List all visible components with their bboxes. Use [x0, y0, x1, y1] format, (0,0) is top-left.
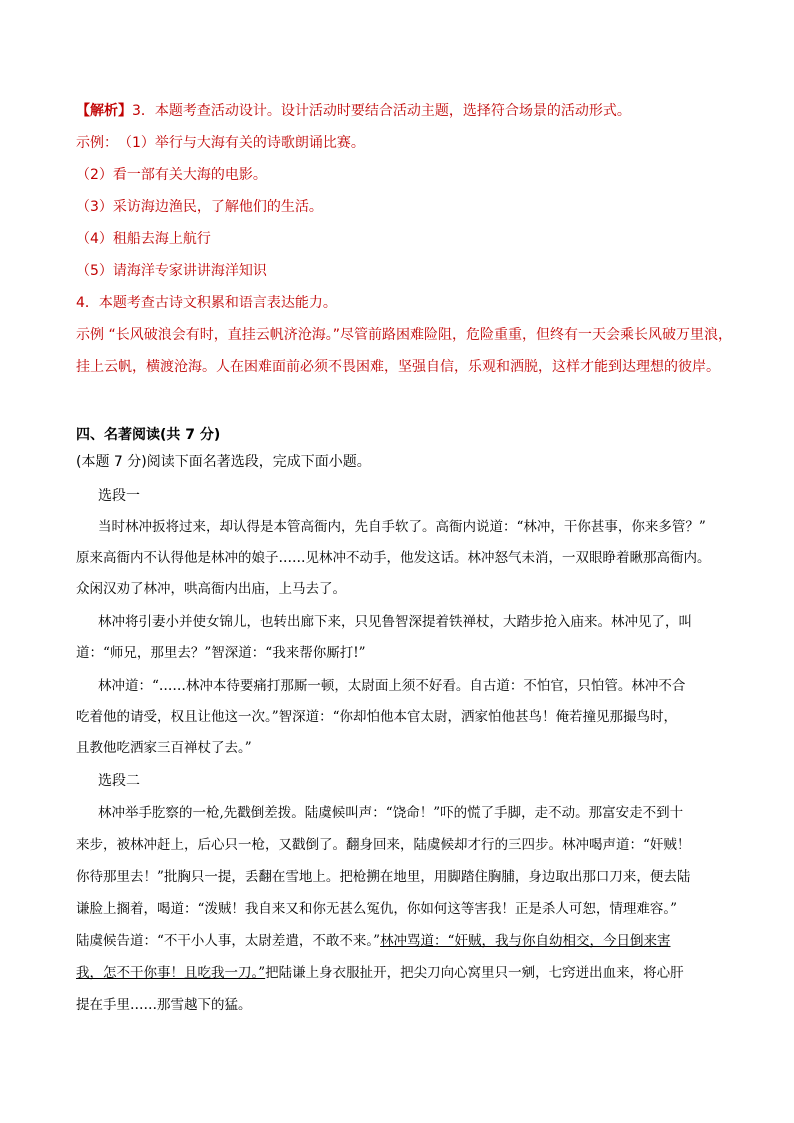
analysis-label: 【解析】	[76, 103, 132, 119]
analysis-item-1: （1）举行与大海有关的诗歌朗诵比赛。	[118, 135, 365, 151]
section-heading: 四、名著阅读(共 7 分)	[76, 427, 221, 443]
analysis-q4-example-line1: 示例 “长风破浪会有时，直挂云帆济沧海。”尽管前路困难险阻，危险重重，但终有一天会乘长风破万里浪，	[76, 327, 732, 343]
analysis-example-prefix: 示例：	[76, 135, 118, 151]
excerpt2-line-6b: 把陆谦上身衣服扯开，把尖刀向心窝里只一剜，七窍迸出血来，将心肝	[265, 965, 684, 981]
excerpt1-line-7: 吃着他的请受，权且让他这一次。”智深道：“你却怕他本官太尉，洒家怕他甚鸟！俺若撞见那撮鸟时，	[76, 709, 678, 725]
excerpt1-line-2: 原来高衙内不认得他是林冲的娘子……见林冲不动手，他发这话。林冲怒气未消，一双眼睁着瞅那高衙内。	[76, 550, 711, 566]
excerpt2-line-7: 提在手里……那雪越下的猛。	[76, 997, 252, 1013]
analysis-q4-intro: 4．本题考查古诗文积累和语言表达能力。	[76, 295, 337, 311]
analysis-item-5: （5）请海洋专家讲讲海洋知识	[76, 263, 267, 279]
section-instruction: (本题 7 分)阅读下面名著选段，完成下面小题。	[76, 454, 371, 470]
excerpt2-line-1: 林冲举手肐察的一枪,先戳倒差拨。陆虞候叫声：“饶命！”吓的慌了手脚，走不动。那富安走不到十	[98, 805, 684, 821]
analysis-item-3: （3）采访海边渔民，了解他们的生活。	[76, 199, 323, 215]
excerpt1-line-3: 众闲汉劝了林冲，哄高衙内出庙，上马去了。	[76, 581, 346, 597]
excerpt1-line-8: 且教他吃洒家三百禅杖了去。”	[76, 740, 252, 756]
excerpt1-line-5: 道：“师兄，那里去？”智深道：“我来帮你厮打!”	[76, 645, 366, 661]
analysis-item-2: （2）看一部有关大海的电影。	[76, 167, 267, 183]
excerpt1-line-6: 林冲道：“……林冲本待要痛打那厮一顿，太尉面上须不好看。自古道：不怕官，只怕管。林冲不合	[98, 678, 686, 694]
excerpt2-line-5	[76, 931, 670, 951]
excerpt1-title: 选段一	[98, 488, 140, 504]
excerpt1-line-1: 当时林冲扳将过来，却认得是本管高衙内，先自手软了。高衙内说道：“林冲，干你甚事，你来多管？”	[98, 519, 706, 535]
analysis-q3-intro: 3．本题考查活动设计。设计活动时要结合活动主题，选择符合场景的活动形式。	[132, 103, 631, 119]
excerpt1-line-4: 林冲将引妻小并使女锦儿，也转出廊下来，只见鲁智深提着铁禅杖，大踏步抢入庙来。林冲见了，叫	[98, 614, 692, 630]
excerpt2-line-4: 谦脸上搁着，喝道：“泼贼！我自来又和你无甚么冤仇，你如何这等害我！正是杀人可恕，情理难容。”	[76, 901, 678, 917]
excerpt2-line-6	[76, 963, 684, 983]
excerpt2-title: 选段二	[98, 773, 140, 789]
analysis-q3-line	[76, 101, 631, 121]
excerpt2-line-2: 来步，被林冲赶上，后心只一枪，又戳倒了。翻身回来，陆虞候却才行的三四步。林冲喝声道：“奸贼！	[76, 837, 691, 853]
analysis-item-4: （4）租船去海上航行	[76, 231, 211, 247]
analysis-q4-example-line2: 挂上云帆，横渡沧海。人在困难面前必须不畏困难，坚强自信，乐观和洒脱，这样才能到达理想的彼岸。	[76, 359, 720, 375]
excerpt2-line-3: 你待那里去！”批胸只一提，丢翻在雪地上。把枪搠在地里，用脚踏住胸脯，身边取出那口刀来，便去陆	[76, 869, 691, 885]
excerpt2-underlined-a: 林冲骂道：“奸贼，我与你自幼相交，今日倒来害	[380, 933, 671, 949]
excerpt2-underlined-b: 我，怎不干你事！且吃我一刀。”	[76, 965, 266, 981]
excerpt2-line-5a: 陆虞候告道：“不干小人事，太尉差遣，不敢不来。”	[76, 933, 381, 949]
